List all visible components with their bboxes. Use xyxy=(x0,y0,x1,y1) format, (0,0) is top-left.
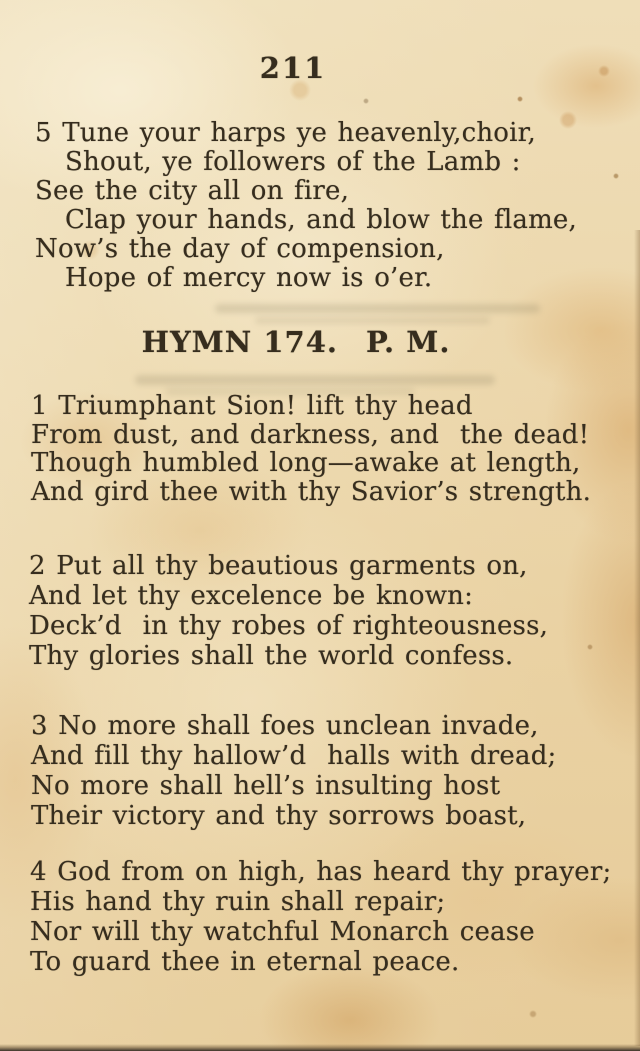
hymn-line: Nor will thy watchful Monarch cease xyxy=(30,917,535,947)
hymn-heading xyxy=(0,325,592,359)
hymn-verse-3 xyxy=(31,711,557,831)
hymn-verse-2 xyxy=(29,551,548,671)
hymn-line: Deck’d in thy robes of righteousness, xyxy=(29,611,549,641)
hymn-verse-1 xyxy=(31,392,591,506)
hymn-line: 2 Put all thy beautious garments on, xyxy=(29,551,528,581)
page-right-edge-shadow xyxy=(634,230,640,1046)
hymn-line: See the city all on fire, xyxy=(35,176,350,206)
hymn-line: 3 No more shall foes unclean invade, xyxy=(31,711,539,741)
hymn-line: Thy glories shall the world confess. xyxy=(29,641,514,671)
hymn-line: Clap your hands, and blow the flame, xyxy=(65,205,577,235)
hymn-verse-4 xyxy=(30,857,611,977)
carryover-verse-5 xyxy=(35,119,577,293)
hymn-meter: P. M. xyxy=(366,325,451,359)
hymn-line: 1 Triumphant Sion! lift thy head xyxy=(31,391,473,421)
page-bottom-edge-shadow xyxy=(0,1044,640,1051)
hymn-title: HYMN 174. xyxy=(141,325,339,359)
hymn-line: And gird thee with thy Savior’s strength. xyxy=(31,476,592,507)
hymn-line: And fill thy hallow’d halls with dread; xyxy=(31,741,557,771)
hymn-line: And let thy excelence be known: xyxy=(29,581,474,611)
hymn-line: Shout, ye followers of the Lamb : xyxy=(65,147,521,177)
page-number: 211 xyxy=(259,51,327,85)
hymn-line: Now’s the day of compension, xyxy=(35,234,445,264)
hymn-line: 5 Tune your harps ye heavenly,choir, xyxy=(35,118,536,148)
hymn-line: From dust, and darkness, and the dead! xyxy=(31,419,590,450)
hymn-line: Though humbled long—awake at length, xyxy=(31,448,581,478)
hymn-line: To guard thee in eternal peace. xyxy=(30,947,460,977)
hymn-line: His hand thy ruin shall repair; xyxy=(30,887,446,917)
hymn-line: Hope of mercy now is o’er. xyxy=(65,263,433,293)
hymn-line: 4 God from on high, has heard thy prayer; xyxy=(30,857,612,887)
hymn-line: No more shall hell’s insulting host xyxy=(31,771,501,801)
hymn-line: Their victory and thy sorrows boast, xyxy=(31,801,527,831)
